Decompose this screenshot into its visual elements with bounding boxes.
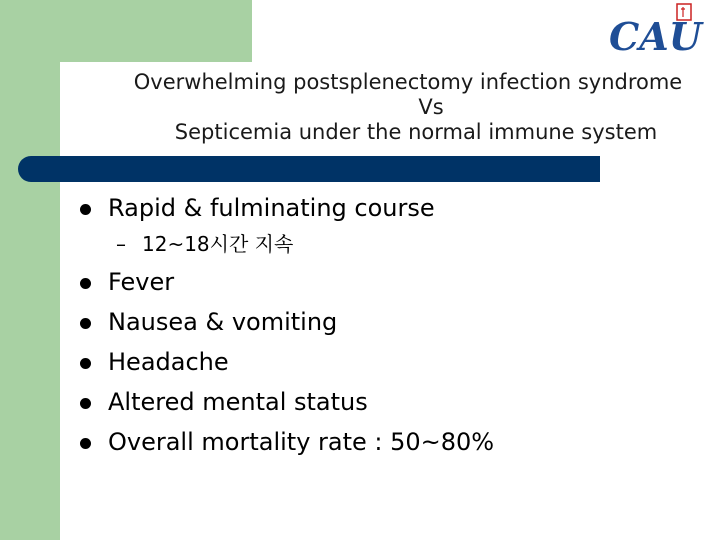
bullet-nausea bbox=[78, 308, 698, 336]
bullet-list bbox=[78, 194, 698, 456]
bullet-dot-icon bbox=[80, 398, 91, 409]
bullet-text: Nausea & vomiting bbox=[108, 308, 338, 336]
bullet-dot-icon bbox=[80, 358, 91, 369]
bullet-headache bbox=[78, 348, 698, 376]
title-line-2: Vs bbox=[418, 95, 444, 119]
left-green-band bbox=[0, 0, 60, 540]
slide-title bbox=[80, 70, 700, 145]
bullet-altered bbox=[78, 388, 698, 416]
bullet-text: Rapid & fulminating course bbox=[108, 194, 435, 222]
dash-icon: – bbox=[116, 232, 126, 256]
bullet-text: Overall mortality rate : 50~80% bbox=[108, 428, 495, 456]
bullet-dot-icon bbox=[80, 278, 91, 289]
bullet-dot-icon bbox=[80, 438, 91, 449]
title-divider-bar bbox=[18, 156, 600, 182]
top-green-band bbox=[0, 0, 252, 62]
bullet-dot-icon bbox=[80, 318, 91, 329]
bullet-text: Altered mental status bbox=[108, 388, 368, 416]
title-line-1: Overwhelming postsplenectomy infection syndrome bbox=[133, 70, 683, 94]
cau-logo bbox=[605, 2, 715, 58]
sub-bullet-text: 12~18시간 지속 bbox=[142, 232, 294, 256]
bullet-text: Fever bbox=[108, 268, 175, 296]
bullet-text: Headache bbox=[108, 348, 229, 376]
bullet-mortality bbox=[78, 428, 698, 456]
bullet-dot-icon bbox=[80, 204, 91, 215]
bullet-fever bbox=[78, 268, 698, 296]
logo-text: CAU bbox=[609, 14, 702, 58]
sub-bullet-duration bbox=[78, 232, 698, 256]
bullet-rapid bbox=[78, 194, 698, 222]
title-line-3: Septicemia under the normal immune system bbox=[174, 120, 658, 144]
